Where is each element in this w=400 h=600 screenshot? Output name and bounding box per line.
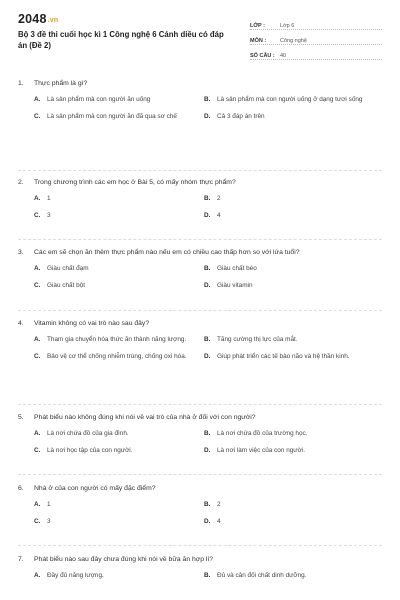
- option-letter: D.: [204, 353, 211, 360]
- option-letter: D.: [204, 447, 211, 454]
- option-text: 1: [47, 195, 51, 202]
- question-stem: Thực phẩm là gì?: [34, 80, 88, 87]
- option-text: Giàu chất béo: [217, 265, 257, 272]
- info-label: SỐ CÂU :: [250, 53, 275, 59]
- option-letter: A.: [34, 430, 41, 437]
- option-letter: A.: [34, 336, 41, 343]
- option-letter: B.: [204, 96, 211, 103]
- option-text: Là sản phẩm mà con người ăn đã qua sơ chế: [47, 113, 177, 120]
- document-title: Bộ 3 đề thi cuối học kì 1 Công nghệ 6 Cánh diều có đáp án (Đề 2): [18, 30, 224, 50]
- divider: [18, 404, 382, 405]
- option-letter: C.: [34, 282, 41, 289]
- option-text: 1: [47, 501, 51, 508]
- option-d[interactable]: [204, 112, 374, 121]
- option-letter: C.: [34, 113, 41, 120]
- option-text: Bảo vệ cơ thể chống nhiễm trùng, chống oxi hóa.: [47, 353, 187, 360]
- option-text: 3: [47, 212, 51, 219]
- option-letter: D.: [204, 282, 211, 289]
- option-c[interactable]: [34, 446, 204, 455]
- option-letter: D.: [204, 518, 211, 525]
- option-text: Tham gia chuyển hóa thức ăn thành năng lượng.: [47, 336, 187, 343]
- option-letter: A.: [34, 572, 41, 579]
- option-d[interactable]: [204, 446, 374, 455]
- question-text: [18, 79, 382, 88]
- option-letter: D.: [204, 212, 211, 219]
- option-letter: D.: [204, 113, 211, 120]
- option-text: 4: [217, 518, 221, 525]
- info-value: 40: [280, 53, 287, 59]
- divider: [18, 310, 382, 311]
- question-5: [18, 413, 382, 455]
- question-2: [18, 178, 382, 220]
- info-row-class: [250, 16, 382, 30]
- question-number: 4.: [18, 320, 24, 327]
- question-text: [18, 484, 382, 493]
- option-text: 4: [217, 212, 221, 219]
- logo-text: 2048: [18, 12, 47, 26]
- option-c[interactable]: [34, 517, 204, 526]
- option-d[interactable]: [204, 281, 374, 290]
- header-left: [18, 12, 228, 66]
- question-stem: Các em sẽ chọn ăn thêm thực phẩm nào nếu em có chiều cao thấp hơn so với lứa tuổi?: [34, 249, 300, 256]
- option-b[interactable]: [204, 194, 374, 203]
- option-d[interactable]: [204, 352, 374, 361]
- option-text: Là nơi làm việc của con người.: [217, 447, 305, 454]
- question-number: 6.: [18, 485, 24, 492]
- question-number: 2.: [18, 179, 24, 186]
- question-1: [18, 79, 382, 121]
- option-text: Đầy đủ năng lượng.: [47, 572, 104, 579]
- option-text: 2: [217, 501, 221, 508]
- question-stem: Phát biểu nào sau đây chưa đúng khi nói về bữa ăn hợp lí?: [34, 556, 214, 563]
- question-text: [18, 413, 382, 422]
- options: [34, 194, 382, 220]
- option-b[interactable]: [204, 500, 374, 509]
- option-letter: A.: [34, 195, 41, 202]
- option-text: Tăng cường thị lực của mắt.: [217, 336, 298, 343]
- option-letter: A.: [34, 96, 41, 103]
- info-value: Lớp 6: [280, 23, 295, 29]
- option-letter: C.: [34, 212, 41, 219]
- option-text: Cả 3 đáp án trên: [217, 113, 265, 120]
- info-row-count: [250, 46, 382, 60]
- question-number: 7.: [18, 556, 24, 563]
- options: [34, 95, 382, 121]
- option-letter: B.: [204, 572, 211, 579]
- option-c[interactable]: [34, 211, 204, 220]
- options: [34, 429, 382, 455]
- option-text: Là nơi chứa đồ của gia đình.: [47, 430, 129, 437]
- question-stem: Trong chương trình các em học ở Bài 5, có mấy nhóm thực phẩm?: [34, 179, 236, 186]
- option-text: Giúp phát triển các tế bào não và hệ thần kinh.: [217, 353, 350, 360]
- option-b[interactable]: [204, 429, 374, 438]
- option-letter: B.: [204, 430, 211, 437]
- option-letter: A.: [34, 501, 41, 508]
- option-a[interactable]: [34, 95, 204, 104]
- option-letter: B.: [204, 265, 211, 272]
- question-7: [18, 555, 382, 580]
- option-text: Là nơi chứa đồ của trường học.: [217, 430, 308, 437]
- option-d[interactable]: [204, 211, 374, 220]
- logo-suffix: .vn: [47, 17, 59, 24]
- option-b[interactable]: [204, 95, 374, 104]
- question-stem: Nhà ở của con người có mấy đặc điểm?: [34, 485, 156, 492]
- question-6: [18, 484, 382, 526]
- question-3: [18, 248, 382, 290]
- info-label: LỚP :: [250, 23, 265, 29]
- option-text: Giàu chất bột: [47, 282, 86, 289]
- option-letter: B.: [204, 336, 211, 343]
- option-text: Là sản phẩm mà con người uống ở dạng tươi sống: [217, 96, 363, 103]
- option-text: 3: [47, 518, 51, 525]
- question-number: 5.: [18, 414, 24, 421]
- option-d[interactable]: [204, 517, 374, 526]
- divider: [18, 170, 382, 171]
- option-letter: B.: [204, 501, 211, 508]
- site-logo[interactable]: [18, 12, 228, 26]
- option-a[interactable]: [34, 571, 204, 580]
- option-text: Giàu chất đạm: [47, 265, 89, 272]
- option-b[interactable]: [204, 335, 374, 344]
- question-text: [18, 319, 382, 328]
- question-number: 3.: [18, 249, 24, 256]
- option-b[interactable]: [204, 264, 374, 273]
- option-b[interactable]: [204, 571, 374, 580]
- option-text: Là nơi học tập của con người.: [47, 447, 133, 454]
- divider: [18, 545, 382, 546]
- option-letter: C.: [34, 353, 41, 360]
- options: [34, 264, 382, 290]
- option-c[interactable]: [34, 112, 204, 121]
- option-text: Đủ và cân đối chất dinh dưỡng.: [217, 572, 307, 579]
- option-a[interactable]: [34, 194, 204, 203]
- option-letter: C.: [34, 518, 41, 525]
- header: [18, 0, 382, 66]
- divider: [18, 239, 382, 240]
- divider: [18, 474, 382, 475]
- option-c[interactable]: [34, 281, 204, 290]
- option-text: Là sản phẩm mà con người ăn uống: [47, 96, 151, 103]
- info-label: MÔN :: [250, 38, 267, 44]
- option-letter: C.: [34, 447, 41, 454]
- options: [34, 500, 382, 526]
- question-text: [18, 178, 382, 187]
- question-stem: Phát biểu nào không đúng khi nói về vai trò của nhà ở đối với con người?: [34, 414, 256, 421]
- options: [34, 571, 382, 580]
- option-a[interactable]: [34, 264, 204, 273]
- option-a[interactable]: [34, 500, 204, 509]
- exam-info: [250, 12, 382, 66]
- option-text: 2: [217, 195, 221, 202]
- info-value: Công nghệ: [280, 38, 307, 44]
- info-row-subject: [250, 31, 382, 45]
- option-letter: A.: [34, 265, 41, 272]
- question-text: [18, 555, 382, 564]
- question-stem: Vitamin không có vai trò nào sau đây?: [34, 320, 150, 327]
- option-c[interactable]: [34, 352, 204, 361]
- option-a[interactable]: [34, 335, 204, 344]
- question-text: [18, 248, 382, 257]
- option-text: Giàu vitamin: [217, 282, 253, 289]
- option-letter: B.: [204, 195, 211, 202]
- question-number: 1.: [18, 80, 24, 87]
- option-a[interactable]: [34, 429, 204, 438]
- options: [34, 335, 382, 361]
- question-4: [18, 319, 382, 361]
